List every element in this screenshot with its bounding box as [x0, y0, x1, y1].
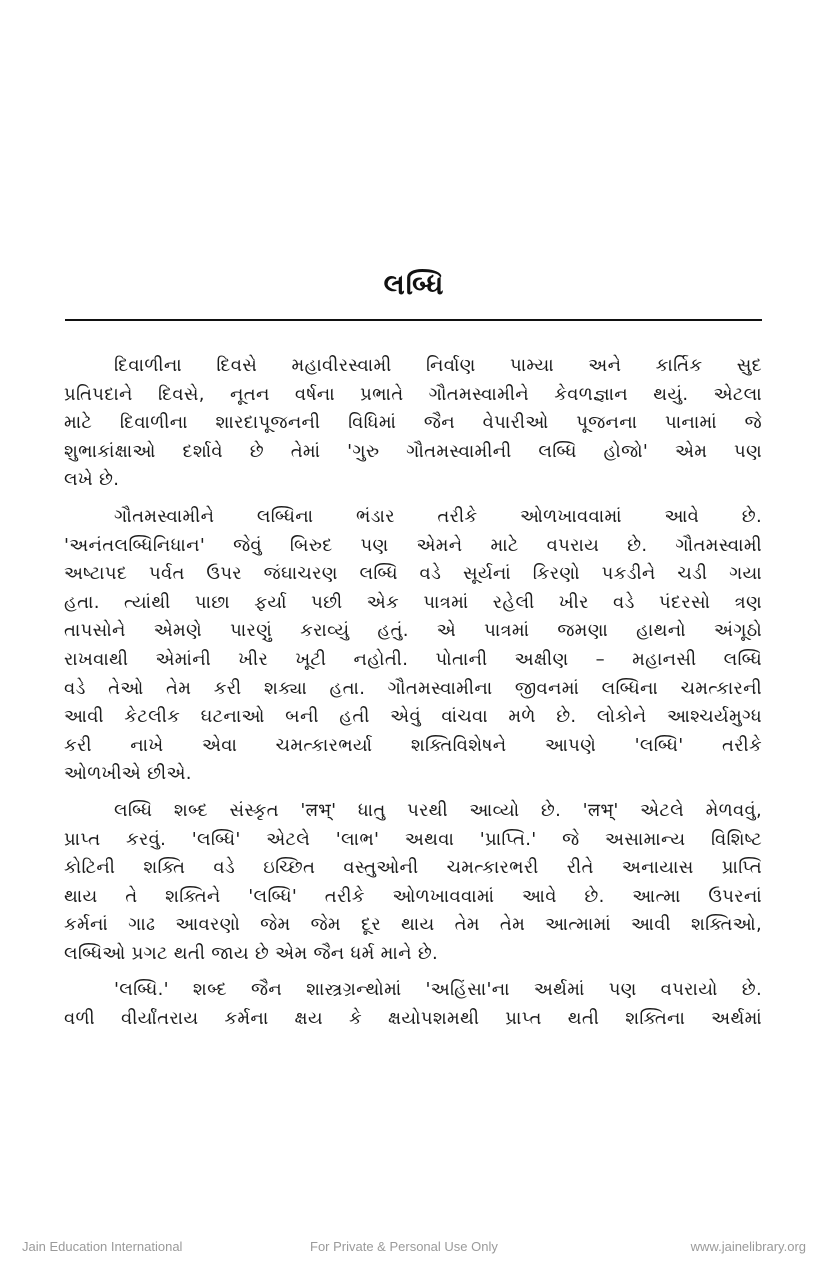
text-line: તાપસોને એમણે પારણું કરાવ્યું હતું. એ પાત્રમાં જમણા હાથનો અંગૂઠો — [64, 620, 762, 642]
text-line: 'લબ્ધિ.' શબ્દ જૈન શાસ્ત્રગ્રન્થોમાં 'અહિંસા'ના અર્થમાં પણ વપરાયો છે. — [114, 979, 762, 1001]
text-line: લબ્ધિ શબ્દ સંસ્કૃત 'लभ्' ધાતુ પરથી આવ્યો છે. 'लभ्' એટલે મેળવવું, — [114, 799, 762, 821]
text-line: ઓળખીએ છીએ. — [64, 763, 192, 785]
text-line: વડે તેઓ તેમ કરી શક્યા હતા. ગૌતમસ્વામીના જીવનમાં લબ્ધિના ચમત્કારની — [64, 677, 762, 699]
text-line: થાય તે શક્તિને 'લબ્ધિ' તરીકે ઓળખાવવામાં આવે છે. આત્મા ઉપરનાં — [64, 885, 762, 907]
footer-website-link[interactable]: www.jainelibrary.org — [690, 1239, 806, 1254]
text-line: 'અનંતલબ્ધિનિધાન' જેવું બિરુદ પણ એમને માટે વપરાય છે. ગૌતમસ્વામી — [64, 534, 762, 556]
text-line: રાખવાથી એમાંની ખીર ખૂટી નહોતી. પોતાની અક્ષીણ – મહાનસી લબ્ધિ — [64, 648, 762, 670]
page-footer — [0, 1239, 828, 1259]
footer-publisher: Jain Education International — [22, 1239, 183, 1254]
text-line: કોટિની શક્તિ વડે ઇચ્છિત વસ્તુઓની ચમત્કારભરી રીતે અનાયાસ પ્રાપ્તિ — [64, 857, 762, 879]
text-line: ગૌતમસ્વામીને લબ્ધિના ભંડાર તરીકે ઓળખાવવામાં આવે છે. — [114, 505, 762, 527]
paragraph-1 — [64, 352, 762, 495]
paragraph-3 — [64, 797, 762, 969]
text-line: આવી કેટલીક ઘટનાઓ બની હતી એવું વાંચવા મળે છે. લોકોને આશ્ચર્યમુગ્ધ — [64, 706, 762, 728]
text-line: શુભાકાંક્ષાઓ દર્શાવે છે તેમાં 'ગુરુ ગૌતમસ્વામીની લબ્ધિ હોજો' એમ પણ — [64, 440, 762, 462]
text-line: અષ્ટાપદ પર્વત ઉપર જંઘાચરણ લબ્ધિ વડે સૂર્યનાં કિરણો પકડીને ચડી ગયા — [64, 563, 762, 585]
text-line: પ્રતિપદાને દિવસે, નૂતન વર્ષના પ્રભાતે ગૌતમસ્વામીને કેવળજ્ઞાન થયું. એટલા — [64, 383, 762, 405]
text-line: વળી વીર્યાંતરાય કર્મના ક્ષય કે ક્ષયોપશમથી પ્રાપ્ત થતી શક્તિના અર્થમાં — [64, 1008, 762, 1030]
title-divider — [65, 319, 762, 321]
footer-usage-notice: For Private & Personal Use Only — [310, 1239, 498, 1254]
text-line: લબ્ધિઓ પ્રગટ થતી જાય છે એમ જૈન ધર્મ માને છે. — [64, 942, 439, 964]
paragraph-2 — [64, 503, 762, 789]
text-line: માટે દિવાળીના શારદાપૂજનની વિધિમાં જૈન વેપારીઓ પૂજનના પાનામાં જે — [64, 412, 762, 434]
text-line: કરી નાખે એવા ચમત્કારભર્યા શક્તિવિશેષને આપણે 'લબ્ધિ' તરીકે — [64, 734, 762, 756]
text-line: કર્મનાં ગાઢ આવરણો જેમ જેમ દૂર થાય તેમ તેમ આત્મામાં આવી શક્તિઓ, — [64, 914, 762, 936]
text-line: પ્રાપ્ત કરવું. 'લબ્ધિ' એટલે 'લાભ' અથવા 'પ્રાપ્તિ.' જે અસામાન્ય વિશિષ્ટ — [64, 828, 762, 850]
body-text — [64, 352, 762, 1042]
text-line: હતા. ત્યાંથી પાછા ફર્યા પછી એક પાત્રમાં રહેલી ખીર વડે પંદરસો ત્રણ — [64, 591, 762, 613]
text-line: લખે છે. — [64, 469, 120, 491]
chapter-title: લબ્ધિ — [383, 268, 445, 301]
text-line: દિવાળીના દિવસે મહાવીરસ્વામી નિર્વાણ પામ્યા અને કાર્તિક સુદ — [114, 355, 762, 376]
paragraph-4 — [64, 976, 762, 1033]
